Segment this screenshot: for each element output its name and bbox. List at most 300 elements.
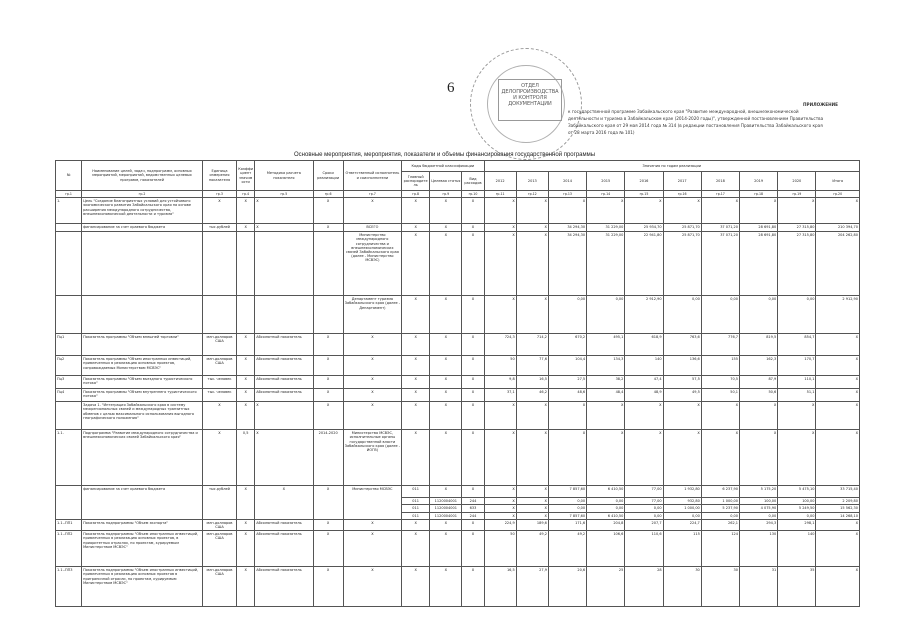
row-year-value: 25 [587, 567, 625, 607]
fin-year-value: X [484, 498, 516, 505]
fin-year-value: 0,00 [778, 512, 816, 519]
row-kbk-cs: X [430, 376, 462, 389]
row-unit: X [202, 198, 236, 224]
row-coef [237, 296, 255, 334]
row-name: Показатель программы "Объем въездного туристического потока" [82, 376, 203, 389]
row-method: Абсолютный показатель [255, 519, 313, 530]
row-number: Пц3 [56, 376, 82, 389]
fin-number [56, 486, 82, 520]
row-year-value: 70,5 [701, 376, 739, 389]
row-kbk-gr: X [402, 531, 430, 567]
fin-year-value: 5 249,50 [778, 505, 816, 512]
row-term: X [313, 567, 343, 607]
row-unit: млн.долларов США [202, 531, 236, 567]
row-year-value: 47,4 [625, 376, 663, 389]
row-number [56, 402, 82, 430]
table-row [56, 356, 860, 376]
row-year-value: 35 [778, 567, 816, 607]
row-method: X [255, 430, 313, 486]
column-number-cell: гр.10 [462, 191, 484, 198]
fin-term: X [313, 486, 343, 520]
row-unit: млн.долларов США [202, 356, 236, 376]
row-year-value: 28 [625, 567, 663, 607]
header-kbk-cs: Целевая статья [430, 172, 462, 191]
row-term [313, 296, 343, 334]
row-year-value: 48,4 [587, 389, 625, 402]
row-number: Пц1 [56, 334, 82, 356]
fin-year-value: 7 857,60 [548, 486, 586, 498]
row-kbk-gr: X [402, 296, 430, 334]
header-kbk-gr: Главный распорядитель [402, 172, 430, 191]
table-row [56, 402, 860, 430]
fin-kbk-gr: 011 [402, 486, 430, 498]
fin-year-value: 100,00 [778, 498, 816, 505]
row-year-value: 51,1 [778, 389, 816, 402]
row-year-value: 37 071,20 [701, 224, 739, 232]
row-year-value: 224,7 [663, 519, 701, 530]
fin-kbk-vr: X [462, 486, 484, 498]
row-year-value: X [778, 430, 816, 486]
row-term: X [313, 198, 343, 224]
header-year: 2017 [663, 172, 701, 191]
row-year-value: 714,2 [516, 334, 548, 356]
fin-kbk-vr: 244 [462, 512, 484, 519]
row-unit: млн.долларов США [202, 567, 236, 607]
row-year-value: X [625, 430, 663, 486]
row-year-value: 30 [701, 567, 739, 607]
row-year-value: 34 294,30 [548, 232, 586, 296]
row-executor: ВСЕГО [343, 224, 401, 232]
row-year-value: X [548, 402, 586, 430]
row-kbk-cs: X [430, 430, 462, 486]
row-unit: млн.долларов США [202, 519, 236, 530]
row-year-value: 294,3 [740, 519, 778, 530]
row-executor: X [343, 376, 401, 389]
row-year-value: X [548, 198, 586, 224]
row-year-value: X [516, 232, 548, 296]
fin-year-value: 6 410,50 [587, 486, 625, 498]
row-year-value: X [484, 198, 516, 224]
fin-year-value: 5 175,20 [740, 486, 778, 498]
header-total: Итого [816, 172, 860, 191]
fin-year-value: 0,00 [587, 498, 625, 505]
header-year: 2020 [778, 172, 816, 191]
fin-kbk-gr: 011 [402, 505, 430, 512]
row-method: Абсолютный показатель [255, 376, 313, 389]
row-year-value: X [484, 430, 516, 486]
fin-unit: тыс.рублей [202, 486, 236, 520]
row-coef: X [237, 519, 255, 530]
header-method: Методика расчета показателя [255, 161, 313, 191]
column-number-cell: гр.3 [202, 191, 236, 198]
row-executor: X [343, 389, 401, 402]
fin-year-value: 1 932,80 [663, 486, 701, 498]
row-year-value: 224,9 [484, 519, 516, 530]
fin-year-value: 0,00 [625, 512, 663, 519]
row-kbk-vr: X [462, 334, 484, 356]
fin-kbk-cs: 1120004001 [430, 505, 462, 512]
fin-year-value: 7 857,60 [548, 512, 586, 519]
row-year-value: 49,2 [516, 531, 548, 567]
appendix-line-2: деятельности и туризма в Забайкальском крае (2014-2020 годы)", утвержденной постановлением Правительства [568, 116, 824, 121]
row-year-value: 140 [625, 356, 663, 376]
row-year-value: X [740, 430, 778, 486]
row-unit: тыс. человек [202, 389, 236, 402]
fin-year-value: 6 237,90 [701, 486, 739, 498]
row-year-value: 210 394,70 [816, 224, 860, 232]
row-year-value: 854,7 [778, 334, 816, 356]
row-kbk-vr: X [462, 519, 484, 530]
header-no: № [56, 161, 82, 191]
row-kbk-cs: X [430, 519, 462, 530]
row-year-value: X [587, 430, 625, 486]
row-unit [202, 232, 236, 296]
row-year-value: 48,6 [548, 389, 586, 402]
row-term: X [313, 531, 343, 567]
row-kbk-gr: X [402, 334, 430, 356]
row-year-value: X [740, 402, 778, 430]
row-term [313, 232, 343, 296]
row-year-value: X [484, 296, 516, 334]
fin-year-value: 0,00 [587, 505, 625, 512]
row-year-value: 27,9 [516, 567, 548, 607]
row-kbk-vr: X [462, 389, 484, 402]
row-year-value: 25 934,70 [625, 224, 663, 232]
row-number: 1.1.-ПП2 [56, 531, 82, 567]
row-unit: X [202, 430, 236, 486]
row-year-value: 28 691,80 [740, 232, 778, 296]
row-year-value: 115 [663, 531, 701, 567]
row-year-value: X [816, 567, 860, 607]
official-stamp [470, 48, 582, 160]
fin-kbk-vr: 244 [462, 498, 484, 505]
row-executor: Министерство международного сотрудничества и внешнеэкономических связей Забайкальского края (далее - Министерство МСВЭС) [343, 232, 401, 296]
program-table [55, 160, 860, 607]
row-year-value: 2 912,90 [816, 296, 860, 334]
fin-kbk-vr: 633 [462, 505, 484, 512]
fin-executor: Министерство МСВЭС [343, 486, 401, 520]
table-row [56, 198, 860, 224]
row-year-value: X [816, 356, 860, 376]
row-year-value: X [516, 224, 548, 232]
header-kbk: Коды бюджетной классификации [402, 161, 484, 172]
column-number-cell: гр.2 [82, 191, 203, 198]
row-method: Абсолютный показатель [255, 334, 313, 356]
row-year-value: 763,6 [663, 334, 701, 356]
row-executor: X [343, 519, 401, 530]
row-number [56, 232, 82, 296]
row-coef: X [237, 224, 255, 232]
row-name: Показатель подпрограммы "Объем экспорта" [82, 519, 203, 530]
fin-year-value: 15 562,30 [816, 505, 860, 512]
fin-coef: X [237, 486, 255, 520]
header-term: Сроки реализации [313, 161, 343, 191]
fin-method: X [255, 486, 313, 520]
fin-year-value: 77,00 [625, 486, 663, 498]
row-year-value: 57,5 [663, 376, 701, 389]
column-number-cell: гр.11 [484, 191, 516, 198]
row-term: X [313, 402, 343, 430]
fin-year-value: 0,00 [548, 505, 586, 512]
header-name: Наименование целей, задач, подпрограмм, основных мероприятий, мероприятий, ведомственных целевых программ, показателей [82, 161, 203, 191]
row-year-value: 207,7 [625, 519, 663, 530]
row-coef: X [237, 389, 255, 402]
row-coef: X [237, 531, 255, 567]
fin-year-value: 14 268,10 [816, 512, 860, 519]
column-number-cell: гр.16 [663, 191, 701, 198]
row-year-value: 77,6 [516, 356, 548, 376]
row-year-value: 724,3 [484, 334, 516, 356]
row-year-value: X [625, 198, 663, 224]
row-kbk-cs: X [430, 356, 462, 376]
column-number-cell: гр.18 [740, 191, 778, 198]
fin-year-value: 100,00 [740, 498, 778, 505]
row-year-value: X [816, 430, 860, 486]
row-year-value: X [516, 402, 548, 430]
row-year-value: X [484, 224, 516, 232]
row-number: 1.1.-ПП1 [56, 519, 82, 530]
row-year-value: X [516, 296, 548, 334]
fin-year-value: X [516, 512, 548, 519]
column-number-cell: гр.15 [625, 191, 663, 198]
row-kbk-cs: X [430, 224, 462, 232]
row-year-value: 106,6 [587, 531, 625, 567]
row-method: Абсолютный показатель [255, 531, 313, 567]
row-name: Цель "Создание благоприятных условий для устойчивого экономического развития Забайкальского края на основе расширения международного сотрудничества, внешнеэкономической деятельности и туризма" [82, 198, 203, 224]
fin-year-value: 5 475,10 [778, 486, 816, 498]
row-year-value: X [484, 402, 516, 430]
table-row [56, 376, 860, 389]
row-year-value: 0,00 [701, 296, 739, 334]
row-kbk-vr: X [462, 198, 484, 224]
header-year: 2015 [587, 172, 625, 191]
row-term: X [313, 356, 343, 376]
row-kbk-vr: X [462, 567, 484, 607]
row-year-value: 0,00 [587, 296, 625, 334]
column-number-cell: гр.13 [548, 191, 586, 198]
row-executor: Министерство МСВЭС, исполнительные органы государственной власти Забайкальского края (далее - ИОГВ) [343, 430, 401, 486]
row-year-value: 776,7 [701, 334, 739, 356]
row-year-value: 110,1 [778, 376, 816, 389]
row-year-value: 31 229,00 [587, 224, 625, 232]
header-coef: Коэффициент значимости [237, 161, 255, 191]
fin-year-value: 2 209,80 [816, 498, 860, 505]
row-year-value: 38,2 [587, 376, 625, 389]
row-executor: X [343, 198, 401, 224]
fin-year-value: X [516, 505, 548, 512]
row-year-value: 2 912,90 [625, 296, 663, 334]
row-kbk-cs: X [430, 296, 462, 334]
column-number-cell: гр.20 [816, 191, 860, 198]
appendix-line-3: Забайкальского края от 29 мая 2014 года № 314 (в редакции постановления Правительства Забайкальского края [568, 123, 823, 128]
row-kbk-vr: X [462, 296, 484, 334]
row-year-value: 49,2 [548, 531, 586, 567]
row-year-value: X [663, 430, 701, 486]
fin-year-value: 6 410,50 [587, 512, 625, 519]
row-kbk-vr: X [462, 430, 484, 486]
header-year: 2019 [740, 172, 778, 191]
row-term: X [313, 334, 343, 356]
row-executor: X [343, 356, 401, 376]
row-year-value: 618,9 [625, 334, 663, 356]
row-year-value: X [663, 402, 701, 430]
row-year-value: X [516, 430, 548, 486]
row-term: X [313, 224, 343, 232]
row-kbk-gr: X [402, 430, 430, 486]
row-year-value: 37,1 [484, 389, 516, 402]
column-number-cell: гр.12 [516, 191, 548, 198]
header-year: 2018 [701, 172, 739, 191]
appendix-line-4: от 28 марта 2016 года № 101) [568, 130, 635, 135]
row-kbk-cs: X [430, 531, 462, 567]
row-year-value: 16,5 [516, 376, 548, 389]
header-unit: Единица измерения показателя [202, 161, 236, 191]
row-unit: млн.долларов США [202, 334, 236, 356]
row-year-value: 104,4 [548, 356, 586, 376]
row-year-value: 49,5 [663, 389, 701, 402]
row-kbk-gr: X [402, 389, 430, 402]
fin-year-value: 4 075,90 [740, 505, 778, 512]
row-year-value: 25 871,70 [663, 224, 701, 232]
row-year-value: 262,1 [701, 519, 739, 530]
row-number [56, 224, 82, 232]
fin-year-value: X [516, 498, 548, 505]
row-kbk-cs: X [430, 232, 462, 296]
row-year-value: 110,6 [625, 531, 663, 567]
row-name: финансирование за счет краевого бюджета [82, 224, 203, 232]
row-executor: Департамент туризма Забайкальского края (далее - Департамент) [343, 296, 401, 334]
row-kbk-vr: X [462, 224, 484, 232]
row-year-value: X [625, 402, 663, 430]
row-year-value: X [548, 430, 586, 486]
row-number: Пц4 [56, 389, 82, 402]
row-year-value: 50 [484, 531, 516, 567]
row-year-value: 0,00 [548, 296, 586, 334]
fin-year-value: 0,00 [740, 512, 778, 519]
row-method [255, 296, 313, 334]
fin-year-value: 0,00 [663, 512, 701, 519]
row-name: Подпрограмма "Развитие международного сотрудничества и внешнеэкономических связей Забайкальского края" [82, 430, 203, 486]
fin-kbk-cs: 1120004001 [430, 512, 462, 519]
row-kbk-gr: X [402, 224, 430, 232]
column-number-cell: гр.5 [255, 191, 313, 198]
row-kbk-vr: X [462, 402, 484, 430]
row-name: Показатель подпрограммы "Объем иностранных инвестиций, привлеченных в реализацию основных проектов, в приоритетных отраслях, по проектам, курируемым Министерством МСВЭС" [82, 531, 203, 567]
row-year-value: 819,5 [740, 334, 778, 356]
row-year-value: 171,6 [548, 519, 586, 530]
row-term: X [313, 376, 343, 389]
row-year-value: 204,8 [587, 519, 625, 530]
row-year-value: 50,6 [740, 389, 778, 402]
fin-year-value: 932,80 [663, 498, 701, 505]
row-year-value: 124 [701, 531, 739, 567]
row-year-value: 34 294,30 [548, 224, 586, 232]
row-kbk-vr: X [462, 356, 484, 376]
row-year-value: 495,1 [587, 334, 625, 356]
row-name: Показатель подпрограммы "Объем иностранных инвестиций, привлеченных в реализацию основных проектов в приграничной отрасли, по проектам, курируемым Министерством МСВЭС" [82, 567, 203, 607]
row-year-value: 27 315,80 [778, 224, 816, 232]
row-year-value: 46,2 [516, 389, 548, 402]
row-year-value: 16,5 [484, 567, 516, 607]
row-number: 1.1.-ПП3 [56, 567, 82, 607]
table-row [56, 430, 860, 486]
row-kbk-vr: X [462, 232, 484, 296]
table-row [56, 296, 860, 334]
row-year-value: 670,2 [548, 334, 586, 356]
fin-year-value: 0,00 [548, 498, 586, 505]
fin-year-value: 1 000,00 [701, 498, 739, 505]
row-method: Абсолютный показатель [255, 389, 313, 402]
stamp-text: ОТДЕЛ ДЕЛОПРОИЗВОДСТВА И КОНТРОЛЯ ДОКУМЕНТАЦИИ [498, 79, 562, 121]
row-unit [202, 296, 236, 334]
row-year-value: X [816, 531, 860, 567]
row-year-value: X [701, 430, 739, 486]
row-unit: X [202, 402, 236, 430]
table-row [56, 389, 860, 402]
row-year-value: 140 [778, 531, 816, 567]
row-year-value: 48,9 [625, 389, 663, 402]
row-year-value: 27,5 [548, 376, 586, 389]
row-kbk-cs: X [430, 567, 462, 607]
column-number-cell: гр.14 [587, 191, 625, 198]
column-number-cell: гр.4 [237, 191, 255, 198]
row-year-value: X [701, 198, 739, 224]
row-executor: X [343, 334, 401, 356]
row-coef: X [237, 198, 255, 224]
appendix-header [568, 101, 868, 136]
row-year-value: 162,3 [740, 356, 778, 376]
row-year-value: X [663, 198, 701, 224]
row-year-value: 31 [740, 567, 778, 607]
column-number-cell: гр.6 [313, 191, 343, 198]
row-year-value: X [778, 402, 816, 430]
fin-year-value: X [484, 505, 516, 512]
fin-year-value: 5 237,90 [701, 505, 739, 512]
row-year-value: 136,6 [663, 356, 701, 376]
row-year-value: X [816, 519, 860, 530]
row-executor: X [343, 402, 401, 430]
fin-name: финансирование за счет краевого бюджета [82, 486, 203, 520]
row-term: X [313, 519, 343, 530]
financing-row [56, 486, 860, 498]
row-unit: тыс. человек [202, 376, 236, 389]
row-year-value: 189,6 [516, 519, 548, 530]
fin-year-value: 1 000,00 [663, 505, 701, 512]
row-method: Абсолютный показатель [255, 567, 313, 607]
row-kbk-gr: X [402, 198, 430, 224]
column-number-cell: гр.1 [56, 191, 82, 198]
row-year-value: X [587, 402, 625, 430]
row-year-value: 31 229,00 [587, 232, 625, 296]
row-method: X [255, 402, 313, 430]
row-term: 2014-2020 [313, 430, 343, 486]
column-number-cell: гр.7 [343, 191, 401, 198]
row-coef: 0,5 [237, 430, 255, 486]
table-row [56, 531, 860, 567]
row-kbk-cs: X [430, 198, 462, 224]
appendix-line-1: к государственной программе Забайкальского края "Развитие международной, внешнеэкономической [568, 109, 799, 114]
row-year-value: X [816, 376, 860, 389]
column-number-cell: гр.19 [778, 191, 816, 198]
row-kbk-vr: X [462, 531, 484, 567]
row-method: X [255, 198, 313, 224]
row-number [56, 296, 82, 334]
row-executor: X [343, 567, 401, 607]
header-year: 2012 [484, 172, 516, 191]
fin-year-value: 33 715,40 [816, 486, 860, 498]
column-number-cell: гр.9 [430, 191, 462, 198]
fin-year-value: X [484, 486, 516, 498]
